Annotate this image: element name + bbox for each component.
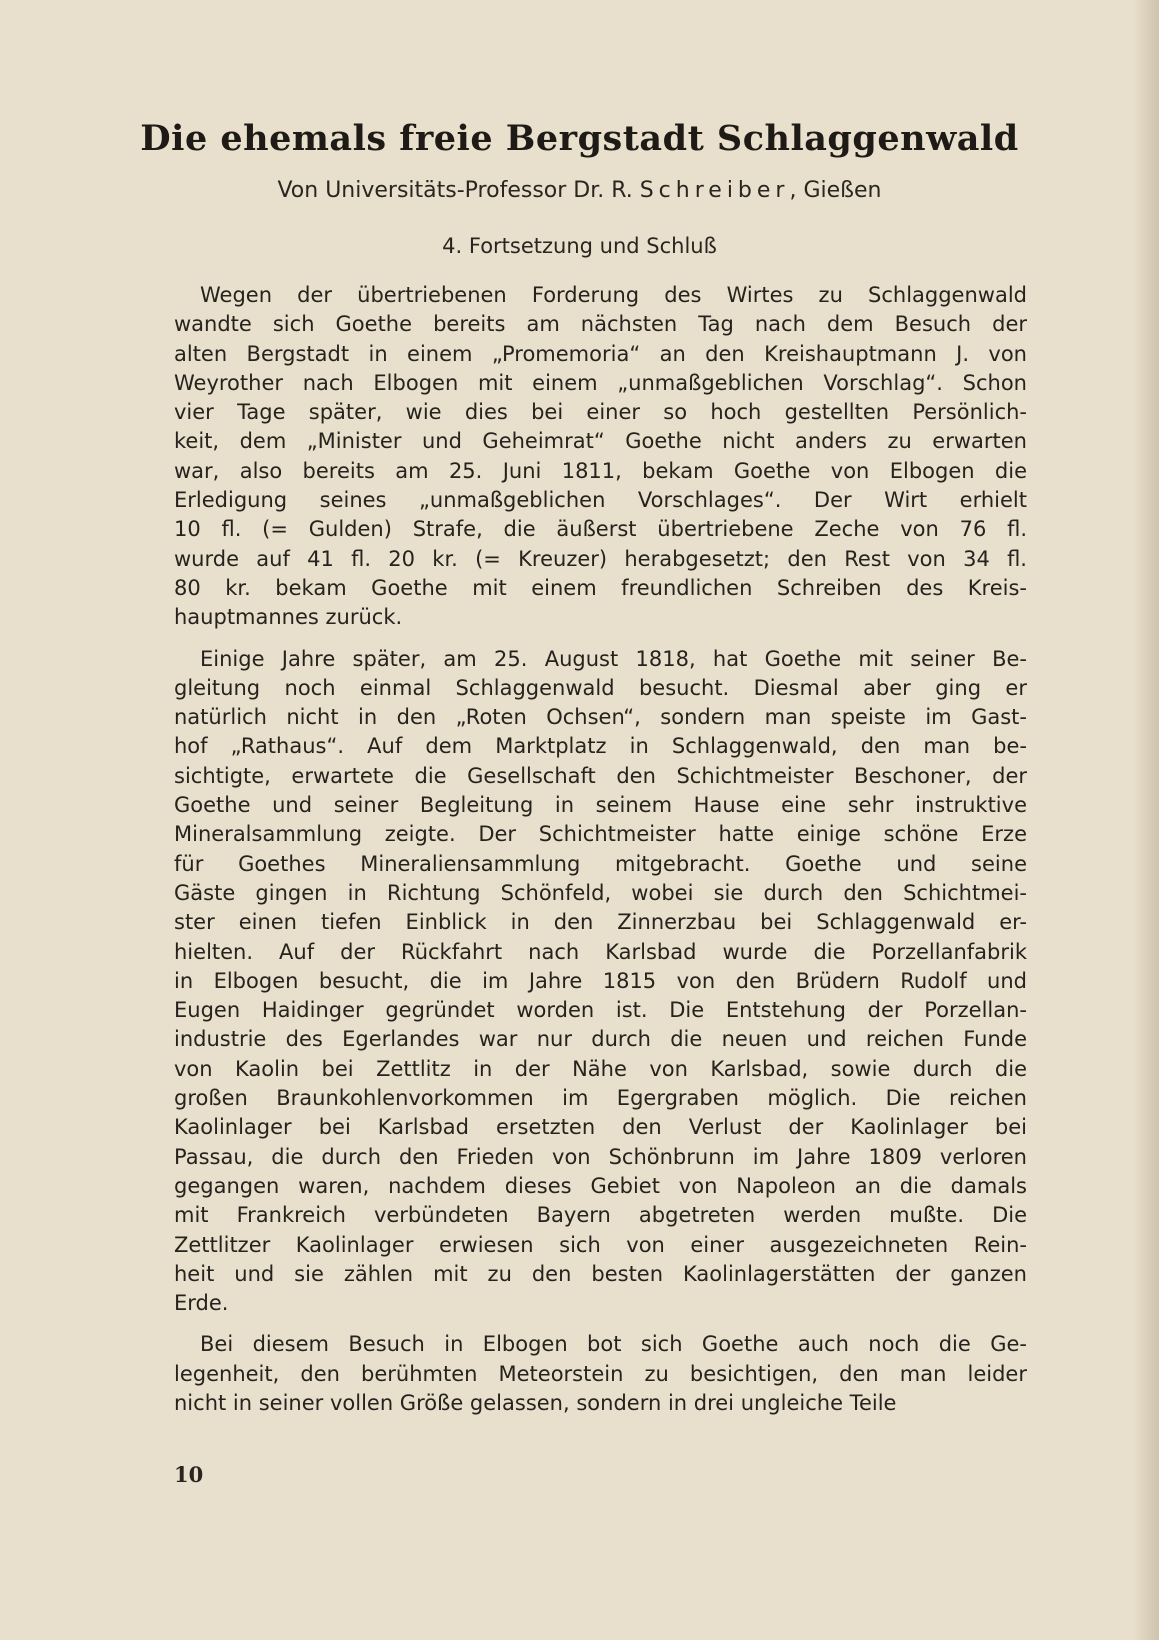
text-line: heit und sie zählen mit zu den besten Kaolinlagerstätten der ganzen — [174, 1261, 1027, 1286]
text-line: legenheit, den berühmten Meteorstein zu besichtigen, den man leider — [174, 1361, 1027, 1386]
text-line: Gäste gingen in Richtung Schönfeld, wobei sie durch den Schichtmei- — [174, 880, 1027, 905]
text-line: Kaolinlager bei Karlsbad ersetzten den Verlust der Kaolinlager bei — [174, 1115, 1027, 1140]
text-line: 10 fl. (= Gulden) Strafe, die äußerst übertriebene Zeche von 76 fl. — [174, 517, 1027, 542]
byline-prefix: Von Universitäts-Professor Dr. R. — [277, 178, 640, 203]
article-byline — [0, 178, 1159, 203]
text-line: Mineralsammlung zeigte. Der Schichtmeister hatte einige schöne Erze — [174, 822, 1027, 847]
body-paragraph — [174, 1330, 1027, 1418]
text-line: Erde. — [174, 1291, 229, 1316]
byline-suffix: , Gießen — [789, 178, 882, 203]
text-line: mit Frankreich verbündeten Bayern abgetreten werden mußte. Die — [174, 1203, 1027, 1228]
body-paragraph — [174, 645, 1027, 1319]
text-line: hielten. Auf der Rückfahrt nach Karlsbad wurde die Porzellanfabrik — [174, 939, 1027, 964]
text-line: von Kaolin bei Zettlitz in der Nähe von Karlsbad, sowie durch die — [174, 1056, 1027, 1081]
body-paragraph — [174, 281, 1027, 633]
text-line: gegangen waren, nachdem dieses Gebiet von Napoleon an die damals — [174, 1173, 1027, 1198]
text-line: Passau, die durch den Frieden von Schönbrunn im Jahre 1809 verloren — [174, 1144, 1027, 1169]
text-line: gleitung noch einmal Schlaggenwald besucht. Diesmal aber ging er — [174, 675, 1027, 700]
text-line: hauptmannes zurück. — [174, 605, 403, 630]
text-line: industrie des Egerlandes war nur durch die neuen und reichen Funde — [174, 1027, 1027, 1052]
text-line: Goethe und seiner Begleitung in seinem Hause eine sehr instruktive — [174, 793, 1027, 818]
text-line: Wegen der übertriebenen Forderung des Wirtes zu Schlaggenwald — [200, 283, 1027, 307]
text-line: hof „Rathaus“. Auf dem Marktplatz in Schlaggenwald, den man be- — [174, 734, 1027, 759]
text-line: wurde auf 41 fl. 20 kr. (= Kreuzer) herabgesetzt; den Rest von 34 fl. — [174, 546, 1027, 571]
text-line: alten Bergstadt in einem „Promemoria“ an den Kreishauptmann J. von — [174, 341, 1027, 366]
text-line: in Elbogen besucht, die im Jahre 1815 von den Brüdern Rudolf und — [174, 968, 1027, 993]
text-line: 80 kr. bekam Goethe mit einem freundlichen Schreiben des Kreis- — [174, 575, 1027, 600]
article-body — [174, 281, 1027, 1430]
text-line: natürlich nicht in den „Roten Ochsen“, sondern man speiste im Gast- — [174, 705, 1027, 730]
text-line: ster einen tiefen Einblick in den Zinnerzbau bei Schlaggenwald er- — [174, 910, 1027, 935]
text-line: für Goethes Mineraliensammlung mitgebracht. Goethe und seine — [174, 851, 1027, 876]
text-line: keit, dem „Minister und Geheimrat“ Goethe nicht anders zu erwarten — [174, 429, 1027, 454]
text-line: sichtigte, erwartete die Gesellschaft den Schichtmeister Beschoner, der — [174, 763, 1027, 788]
text-line: nicht in seiner vollen Größe gelassen, sondern in drei ungleiche Teile — [174, 1390, 897, 1415]
text-line: war, also bereits am 25. Juni 1811, bekam Goethe von Elbogen die — [174, 458, 1027, 483]
text-line: Bei diesem Besuch in Elbogen bot sich Goethe auch noch die Ge- — [200, 1332, 1027, 1357]
text-line: vier Tage später, wie dies bei einer so hoch gestellten Persönlich- — [174, 400, 1027, 425]
text-line: Einige Jahre später, am 25. August 1818, hat Goethe mit seiner Be- — [200, 646, 1027, 671]
text-line: großen Braunkohlenvorkommen im Egergraben möglich. Die reichen — [174, 1086, 1027, 1111]
text-line: Eugen Haidinger gegründet worden ist. Die Entstehung der Porzellan- — [174, 998, 1027, 1023]
text-line: Zettlitzer Kaolinlager erwiesen sich von einer ausgezeichneten Rein- — [174, 1232, 1027, 1257]
article-title: Die ehemals freie Bergstadt Schlaggenwald — [140, 118, 1019, 159]
text-line: wandte sich Goethe bereits am nächsten Tag nach dem Besuch der — [174, 312, 1027, 337]
article-subtitle: 4. Fortsetzung und Schluß — [442, 234, 717, 258]
text-line: Weyrother nach Elbogen mit einem „unmaßgeblichen Vorschlag“. Schon — [174, 370, 1027, 395]
text-line: Erledigung seines „unmaßgeblichen Vorschlages“. Der Wirt erhielt — [174, 488, 1027, 513]
page-number: 10 — [174, 1462, 204, 1487]
byline-author-name: Schreiber — [639, 178, 790, 203]
